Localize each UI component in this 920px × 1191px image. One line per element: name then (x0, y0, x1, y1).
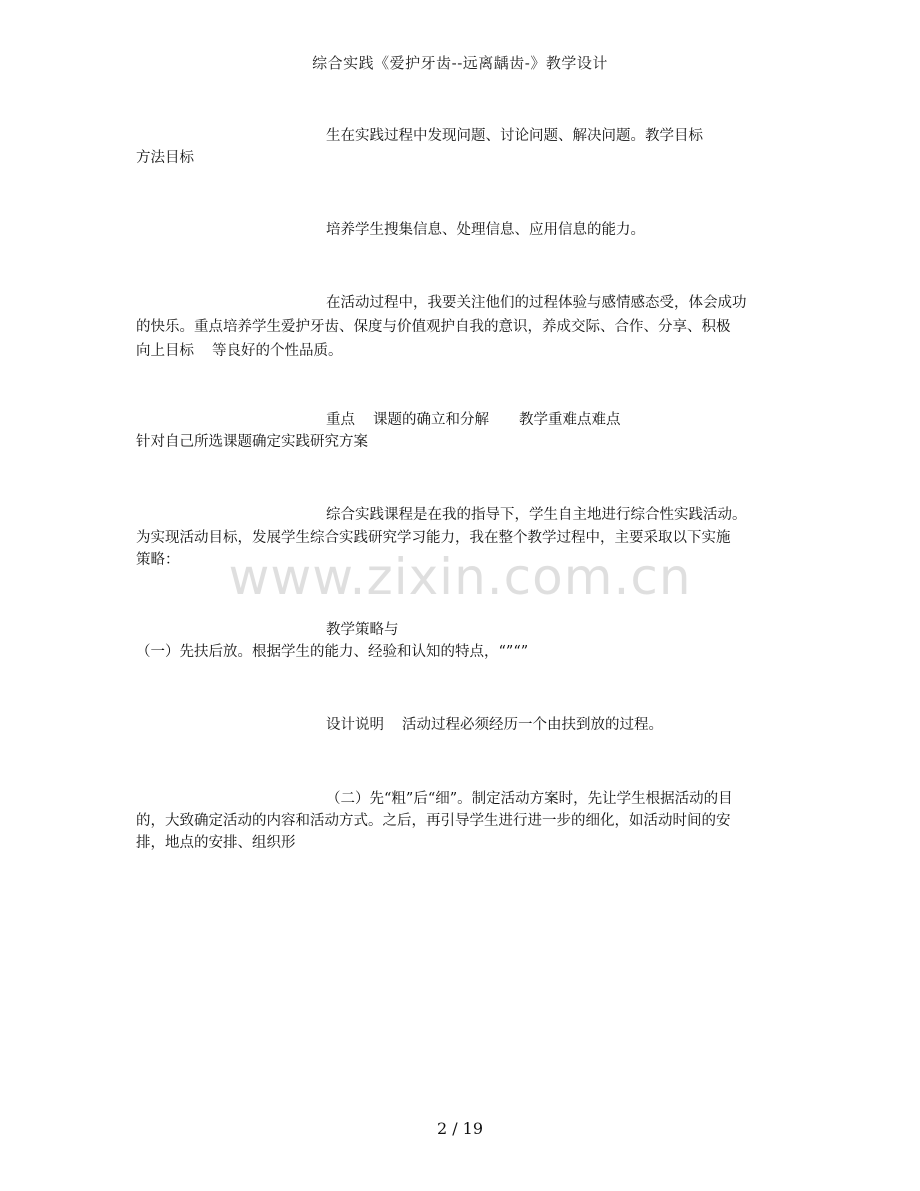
page-number: 2 / 19 (436, 1119, 484, 1138)
strategy-item-2-line-2: 的，大致确定活动的内容和活动方式。之后，再引导学生进行进一步的细化，如活动时间的安 (136, 813, 731, 829)
watermark: www.zixin.com.cn (228, 548, 692, 606)
strategy-intro-line-1: 综合实践课程是在我的指导下，学生自主地进行综合性实践活动。 (326, 507, 747, 523)
strategy-intro-line-2: 为实现活动目标，发展学生综合实践研究学习能力，我在整个教学过程中，主要采取以下实施 (136, 530, 731, 546)
emotion-objective-line-3 (136, 341, 343, 361)
design-note-line (326, 715, 663, 735)
page-header-title: 综合实践《爱护牙齿--远离龋齿-》教学设计 (312, 54, 608, 72)
strategy-label: 教学策略与 (326, 622, 399, 638)
emotion-objective-tail: 等良好的个性品质。 (212, 343, 343, 359)
key-point-text: 课题的确立和分解 (373, 412, 489, 428)
method-objective-label: 方法目标 (136, 150, 194, 166)
strategy-item-2-line-3: 排，地点的安排、组织形 (136, 835, 296, 851)
difficult-point-label: 教学重难点难点 (519, 412, 621, 428)
emotion-objective-line-2: 的快乐。重点培养学生爱护牙齿、保度与价值观护自我的意识，养成交际、合作、分享、积极 (136, 319, 731, 335)
objective-text-line: 生在实践过程中发现问题、讨论问题、解决问题。教学目标 (326, 128, 703, 144)
strategy-item-1: （一）先扶后放。根据学生的能力、经验和认知的特点，“”“” (136, 644, 529, 660)
strategy-intro-line-3: 策略： (136, 552, 180, 568)
emotion-objective-label: 向上目标 (136, 343, 194, 359)
key-difficult-points-line (326, 410, 621, 430)
key-point-label: 重点 (326, 412, 355, 428)
emotion-objective-line-1: 在活动过程中，我要关注他们的过程体验与感情感态受，体会成功 (326, 295, 747, 311)
design-note-text: 活动过程必须经历一个由扶到放的过程。 (402, 717, 663, 733)
difficult-point-text: 针对自己所选课题确定实践研究方案 (136, 434, 368, 450)
strategy-item-2-line-1: （二）先“粗”后“细”。制定活动方案时，先让学生根据活动的目 (326, 791, 733, 807)
ability-objective-text: 培养学生搜集信息、处理信息、应用信息的能力。 (326, 222, 645, 238)
design-note-label: 设计说明 (326, 717, 384, 733)
